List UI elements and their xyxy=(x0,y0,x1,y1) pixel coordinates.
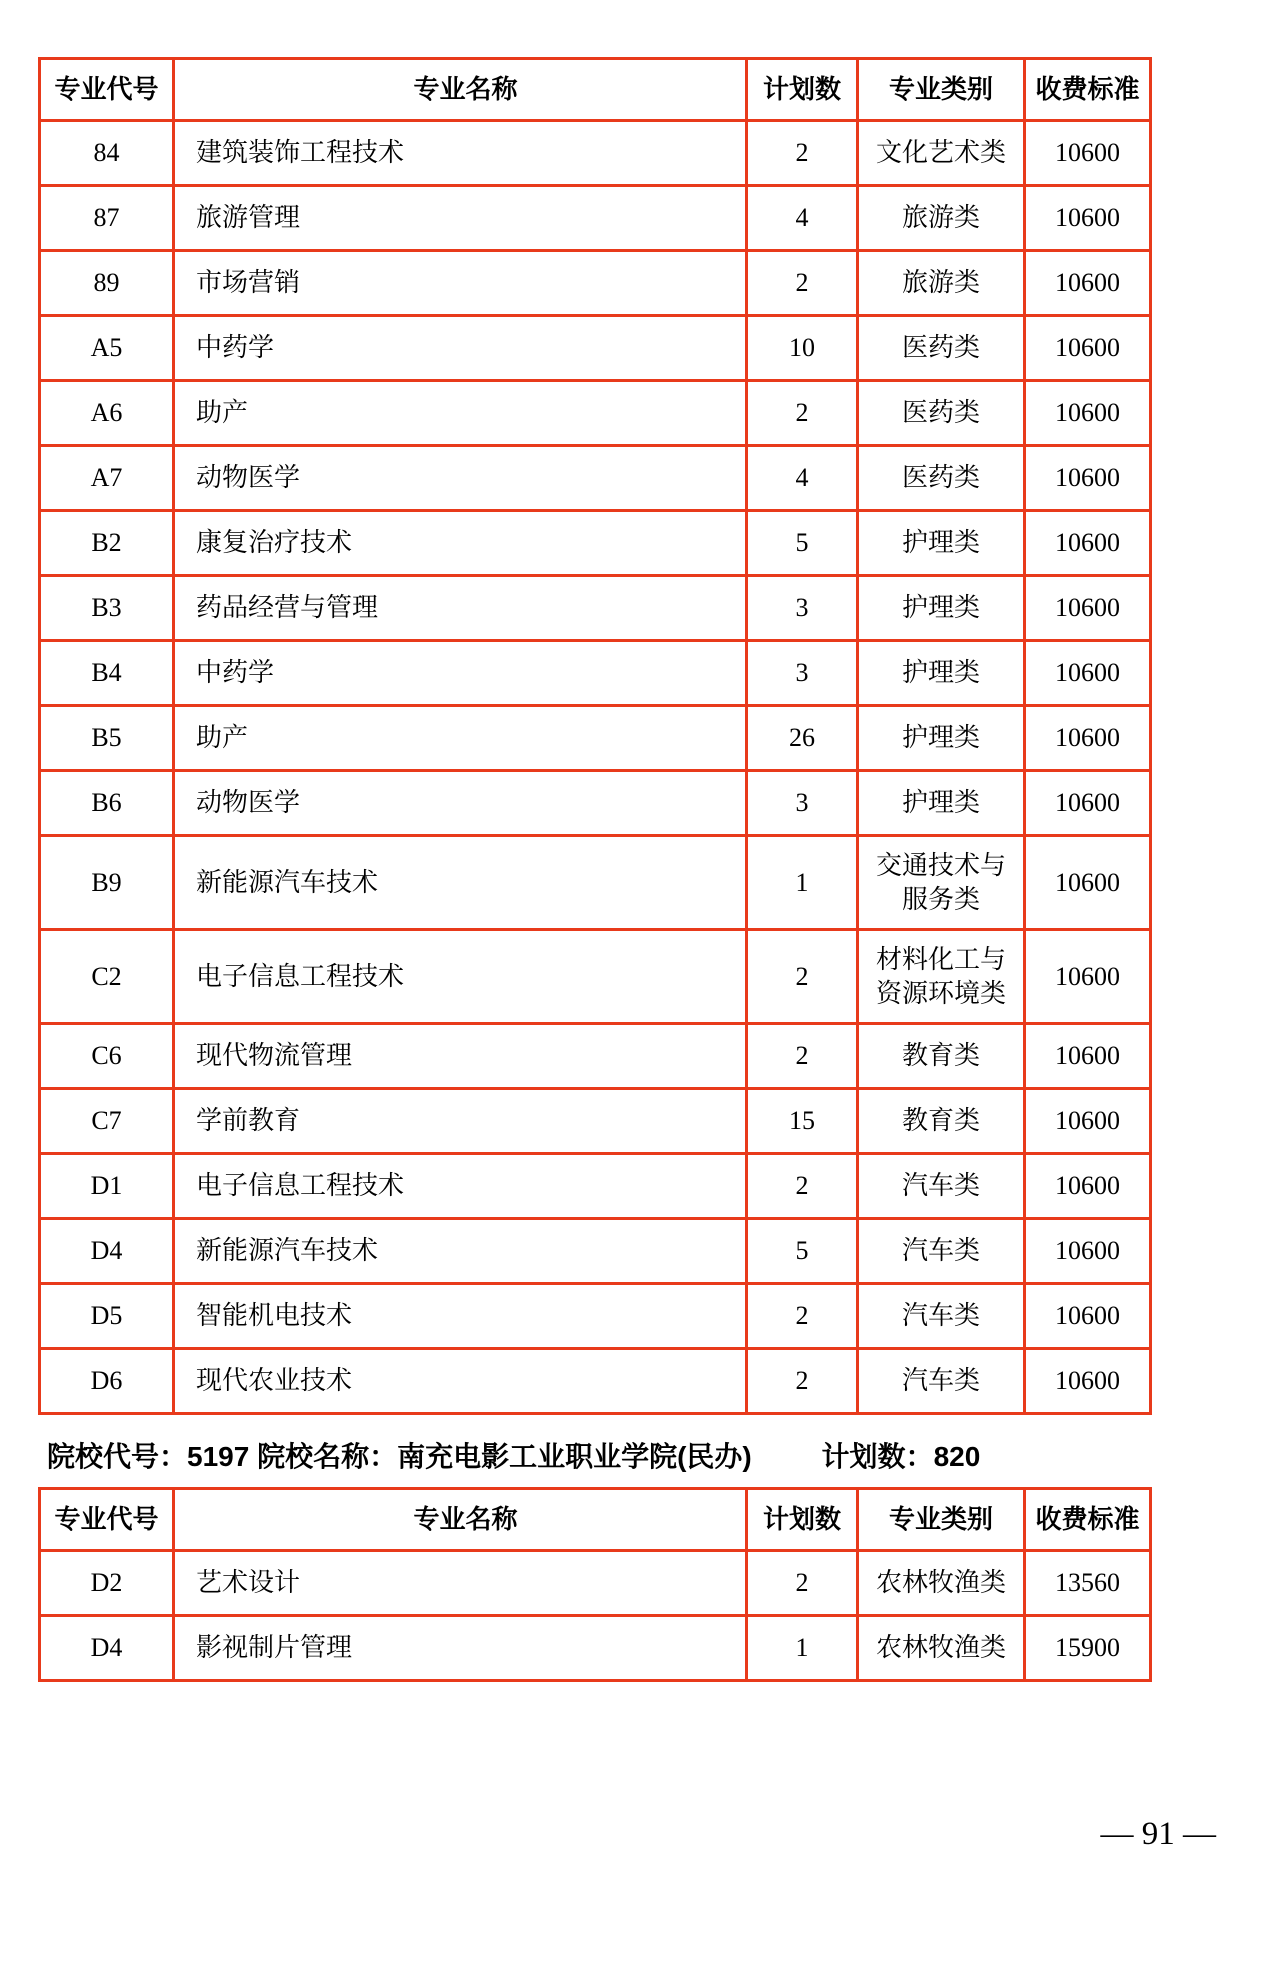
majors-plan-table-2 xyxy=(38,1487,1152,1682)
major-name-cell: 现代物流管理 xyxy=(174,1024,747,1089)
table-row xyxy=(40,706,1151,771)
fee-standard-cell: 10600 xyxy=(1025,316,1151,381)
fee-standard-cell: 13560 xyxy=(1025,1551,1151,1616)
major-code-cell: B2 xyxy=(40,511,174,576)
fee-standard-cell: 10600 xyxy=(1025,771,1151,836)
plan-count-cell: 2 xyxy=(747,1284,858,1349)
major-name-cell: 学前教育 xyxy=(174,1089,747,1154)
plan-count-cell: 3 xyxy=(747,641,858,706)
major-category-cell: 农林牧渔类 xyxy=(858,1616,1025,1681)
plan-total-group xyxy=(822,1441,981,1472)
table-row xyxy=(40,641,1151,706)
table-2-header-row xyxy=(40,1489,1151,1551)
major-name-cell: 新能源汽车技术 xyxy=(174,836,747,930)
fee-standard-cell: 10600 xyxy=(1025,1154,1151,1219)
column-header-major-category: 专业类别 xyxy=(858,1489,1025,1551)
major-code-cell: D5 xyxy=(40,1284,174,1349)
major-category-cell: 汽车类 xyxy=(858,1154,1025,1219)
major-name-cell: 动物医学 xyxy=(174,446,747,511)
major-category-cell: 汽车类 xyxy=(858,1284,1025,1349)
table-row xyxy=(40,1349,1151,1414)
table-1-header-row xyxy=(40,59,1151,121)
table-row xyxy=(40,446,1151,511)
majors-plan-table-1 xyxy=(38,57,1152,1415)
fee-standard-cell: 10600 xyxy=(1025,381,1151,446)
major-name-cell: 药品经营与管理 xyxy=(174,576,747,641)
major-category-cell: 护理类 xyxy=(858,641,1025,706)
major-code-cell: 87 xyxy=(40,186,174,251)
major-category-cell: 教育类 xyxy=(858,1089,1025,1154)
column-header-major-code: 专业代号 xyxy=(40,1489,174,1551)
fee-standard-cell: 10600 xyxy=(1025,836,1151,930)
plan-count-cell: 5 xyxy=(747,1219,858,1284)
fee-standard-cell: 10600 xyxy=(1025,1219,1151,1284)
major-code-cell: 89 xyxy=(40,251,174,316)
major-code-cell: D1 xyxy=(40,1154,174,1219)
major-category-cell: 材料化工与资源环境类 xyxy=(858,930,1025,1024)
plan-count-cell: 10 xyxy=(747,316,858,381)
table-row xyxy=(40,121,1151,186)
major-name-cell: 康复治疗技术 xyxy=(174,511,747,576)
fee-standard-cell: 10600 xyxy=(1025,641,1151,706)
major-category-cell: 文化艺术类 xyxy=(858,121,1025,186)
major-name-cell: 旅游管理 xyxy=(174,186,747,251)
plan-count-cell: 3 xyxy=(747,771,858,836)
table-row xyxy=(40,576,1151,641)
major-name-cell: 中药学 xyxy=(174,641,747,706)
table-row xyxy=(40,1154,1151,1219)
plan-count-cell: 4 xyxy=(747,186,858,251)
major-category-cell: 医药类 xyxy=(858,446,1025,511)
table-row xyxy=(40,1024,1151,1089)
major-name-cell: 智能机电技术 xyxy=(174,1284,747,1349)
major-code-cell: A7 xyxy=(40,446,174,511)
major-name-cell: 现代农业技术 xyxy=(174,1349,747,1414)
major-code-cell: B6 xyxy=(40,771,174,836)
college-code-label: 院校代号： xyxy=(47,1441,188,1472)
fee-standard-cell: 10600 xyxy=(1025,930,1151,1024)
table-row xyxy=(40,511,1151,576)
plan-count-cell: 2 xyxy=(747,1349,858,1414)
table-row xyxy=(40,771,1151,836)
major-name-cell: 新能源汽车技术 xyxy=(174,1219,747,1284)
table-row xyxy=(40,930,1151,1024)
column-header-fee-standard: 收费标准 xyxy=(1025,59,1151,121)
major-category-cell: 护理类 xyxy=(858,576,1025,641)
fee-standard-cell: 10600 xyxy=(1025,251,1151,316)
plan-count-cell: 26 xyxy=(747,706,858,771)
major-category-cell: 医药类 xyxy=(858,316,1025,381)
column-header-major-category: 专业类别 xyxy=(858,59,1025,121)
plan-count-cell: 2 xyxy=(747,381,858,446)
major-name-cell: 电子信息工程技术 xyxy=(174,930,747,1024)
fee-standard-cell: 10600 xyxy=(1025,1024,1151,1089)
column-header-fee-standard: 收费标准 xyxy=(1025,1489,1151,1551)
major-code-cell: B4 xyxy=(40,641,174,706)
plan-count-cell: 4 xyxy=(747,446,858,511)
major-name-cell: 建筑装饰工程技术 xyxy=(174,121,747,186)
major-category-cell: 汽车类 xyxy=(858,1349,1025,1414)
major-category-cell: 护理类 xyxy=(858,771,1025,836)
plan-count-cell: 1 xyxy=(747,1616,858,1681)
table-row xyxy=(40,251,1151,316)
plan-count-cell: 15 xyxy=(747,1089,858,1154)
college-name-value: 南充电影工业职业学院(民办) xyxy=(397,1441,752,1472)
major-name-cell: 市场营销 xyxy=(174,251,747,316)
plan-count-cell: 2 xyxy=(747,1024,858,1089)
major-category-cell: 护理类 xyxy=(858,706,1025,771)
fee-standard-cell: 10600 xyxy=(1025,511,1151,576)
major-category-cell: 旅游类 xyxy=(858,251,1025,316)
major-name-cell: 动物医学 xyxy=(174,771,747,836)
fee-standard-cell: 10600 xyxy=(1025,446,1151,511)
plan-count-cell: 2 xyxy=(747,1154,858,1219)
major-name-cell: 助产 xyxy=(174,706,747,771)
major-name-cell: 电子信息工程技术 xyxy=(174,1154,747,1219)
major-name-cell: 艺术设计 xyxy=(174,1551,747,1616)
column-header-major-code: 专业代号 xyxy=(40,59,174,121)
column-header-plan-count: 计划数 xyxy=(747,59,858,121)
major-category-cell: 护理类 xyxy=(858,511,1025,576)
college-code-value: 5197 xyxy=(187,1441,250,1472)
fee-standard-cell: 10600 xyxy=(1025,1349,1151,1414)
column-header-major-name: 专业名称 xyxy=(174,1489,747,1551)
table-row xyxy=(40,1284,1151,1349)
column-header-major-name: 专业名称 xyxy=(174,59,747,121)
major-code-cell: C6 xyxy=(40,1024,174,1089)
major-category-cell: 交通技术与服务类 xyxy=(858,836,1025,930)
major-code-cell: D2 xyxy=(40,1551,174,1616)
major-category-cell: 教育类 xyxy=(858,1024,1025,1089)
major-category-cell: 农林牧渔类 xyxy=(858,1551,1025,1616)
major-code-cell: B9 xyxy=(40,836,174,930)
major-code-cell: D4 xyxy=(40,1616,174,1681)
plan-count-cell: 2 xyxy=(747,1551,858,1616)
table-row xyxy=(40,316,1151,381)
fee-standard-cell: 10600 xyxy=(1025,1284,1151,1349)
plan-count-cell: 2 xyxy=(747,121,858,186)
major-code-cell: A5 xyxy=(40,316,174,381)
plan-count-cell: 5 xyxy=(747,511,858,576)
fee-standard-cell: 10600 xyxy=(1025,576,1151,641)
table-row xyxy=(40,1089,1151,1154)
plan-count-cell: 3 xyxy=(747,576,858,641)
page-number: — 91 — xyxy=(1100,1816,1216,1852)
major-code-cell: C7 xyxy=(40,1089,174,1154)
table-row xyxy=(40,1219,1151,1284)
table-row xyxy=(40,836,1151,930)
major-code-cell: D4 xyxy=(40,1219,174,1284)
column-header-plan-count: 计划数 xyxy=(747,1489,858,1551)
college-section-header xyxy=(47,1437,1269,1477)
college-name-label: 院校名称： xyxy=(257,1441,398,1472)
major-category-cell: 医药类 xyxy=(858,381,1025,446)
table-row xyxy=(40,381,1151,446)
table-row xyxy=(40,1551,1151,1616)
major-code-cell: A6 xyxy=(40,381,174,446)
major-code-cell: B5 xyxy=(40,706,174,771)
fee-standard-cell: 15900 xyxy=(1025,1616,1151,1681)
plan-total-value: 820 xyxy=(933,1441,981,1472)
plan-count-cell: 2 xyxy=(747,251,858,316)
major-code-cell: 84 xyxy=(40,121,174,186)
table-row xyxy=(40,1616,1151,1681)
major-name-cell: 影视制片管理 xyxy=(174,1616,747,1681)
table-row xyxy=(40,186,1151,251)
plan-count-cell: 1 xyxy=(747,836,858,930)
major-category-cell: 汽车类 xyxy=(858,1219,1025,1284)
major-category-cell: 旅游类 xyxy=(858,186,1025,251)
plan-count-cell: 2 xyxy=(747,930,858,1024)
major-code-cell: D6 xyxy=(40,1349,174,1414)
fee-standard-cell: 10600 xyxy=(1025,706,1151,771)
document-page xyxy=(0,57,1269,1973)
major-name-cell: 助产 xyxy=(174,381,747,446)
fee-standard-cell: 10600 xyxy=(1025,121,1151,186)
plan-total-label: 计划数： xyxy=(821,1441,934,1472)
major-code-cell: C2 xyxy=(40,930,174,1024)
fee-standard-cell: 10600 xyxy=(1025,1089,1151,1154)
fee-standard-cell: 10600 xyxy=(1025,186,1151,251)
major-name-cell: 中药学 xyxy=(174,316,747,381)
major-code-cell: B3 xyxy=(40,576,174,641)
